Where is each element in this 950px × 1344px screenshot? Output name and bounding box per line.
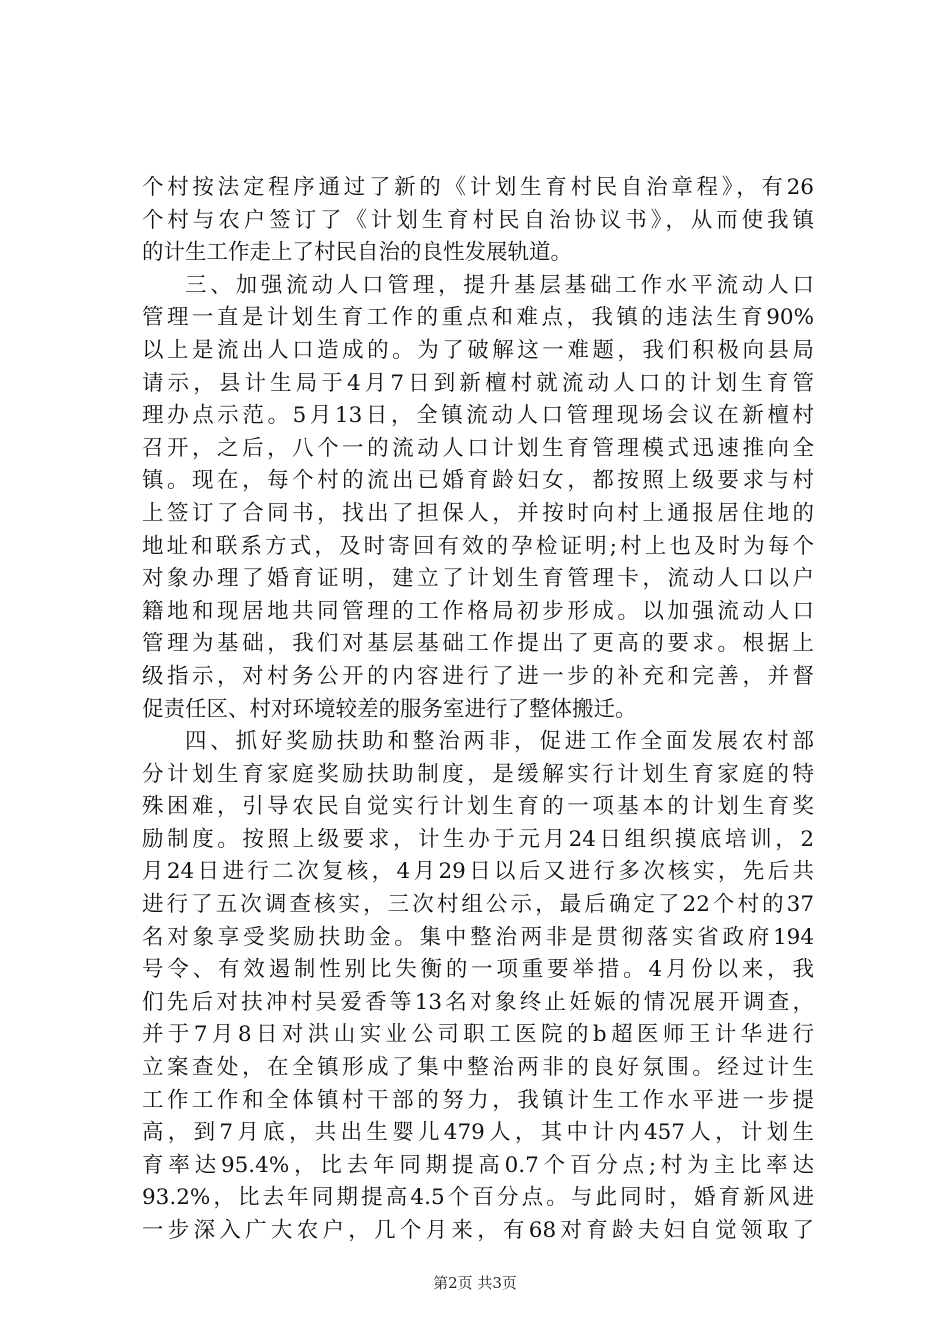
- text-line: 一步深入广大农户，几个月来，有68对育龄夫妇自觉领取了: [142, 1218, 814, 1243]
- text-line: 对象办理了婚育证明，建立了计划生育管理卡，流动人口以户: [142, 566, 814, 592]
- text-line: 殊困难，引导农民自觉实行计划生育的一项基本的计划生育奖: [142, 794, 814, 820]
- text-line: 号令、有效遏制性别比失衡的一项重要举措。4月份以来，我: [142, 957, 814, 983]
- text-line: 个村按法定程序通过了新的《计划生育村民自治章程》，有26: [142, 175, 814, 200]
- text-line: 高，到7月底，共出生婴儿479人，其中计内457人，计划生: [142, 1120, 814, 1146]
- text-line: 理办点示范。5月13日，全镇流动人口管理现场会议在新檀村: [142, 403, 814, 429]
- text-line: 管理为基础，我们对基层基础工作提出了更高的要求。根据上: [142, 631, 814, 657]
- text-line: 镇。现在，每个村的流出已婚育龄妇女，都按照上级要求与村: [142, 468, 814, 494]
- text-line: 召开，之后，八个一的流动人口计划生育管理模式迅速推向全: [142, 435, 814, 461]
- text-line: 级指示，对村务公开的内容进行了进一步的补充和完善，并督: [142, 663, 814, 689]
- text-line: 93.2%，比去年同期提高4.5个百分点。与此同时，婚育新风进: [142, 1185, 814, 1211]
- text-line: 地址和联系方式，及时寄回有效的孕检证明;村上也及时为每个: [142, 533, 814, 559]
- text-line: 以上是流出人口造成的。为了破解这一难题，我们积极向县局: [142, 337, 814, 363]
- text-line: 工作工作和全体镇村干部的努力，我镇计生工作水平进一步提: [142, 1087, 814, 1113]
- body-text: [142, 172, 814, 1248]
- text-line: 上签订了合同书，找出了担保人，并按时向村上通报居住地的: [142, 500, 814, 526]
- text-line: 个村与农户签订了《计划生育村民自治协议书》，从而使我镇: [142, 207, 814, 233]
- text-line: 促责任区、村对环境较差的服务室进行了整体搬迁。: [142, 696, 637, 722]
- text-line: 名对象享受奖励扶助金。集中整治两非是贯彻落实省政府194: [142, 924, 814, 950]
- text-line: 管理一直是计划生育工作的重点和难点，我镇的违法生育90%: [142, 305, 814, 331]
- section-heading-line: 四、抓好奖励扶助和整治两非，促进工作全面发展农村部: [185, 729, 814, 755]
- text-line: 月24日进行二次复核，4月29日以后又进行多次核实，先后共: [142, 859, 814, 885]
- text-line: 分计划生育家庭奖励扶助制度，是缓解实行计划生育家庭的特: [142, 761, 814, 787]
- text-line: 并于7月8日对洪山实业公司职工医院的b超医师王计华进行: [142, 1022, 814, 1048]
- text-line: 请示，县计生局于4月7日到新檀村就流动人口的计划生育管: [142, 370, 814, 396]
- text-line: 的计生工作走上了村民自治的良性发展轨道。: [142, 240, 573, 266]
- text-line: 进行了五次调查核实，三次村组公示，最后确定了22个村的37: [142, 892, 814, 918]
- text-line: 育率达95.4%，比去年同期提高0.7个百分点;村为主比率达: [142, 1152, 814, 1178]
- text-line: 们先后对扶冲村吴爱香等13名对象终止妊娠的情况展开调查，: [142, 989, 814, 1015]
- text-line: 励制度。按照上级要求，计生办于元月24日组织摸底培训，2: [142, 826, 814, 852]
- section-heading-line: 三、加强流动人口管理，提升基层基础工作水平流动人口: [185, 272, 814, 298]
- page-number: 第2页 共3页: [433, 1274, 517, 1292]
- page-footer: [0, 1273, 950, 1293]
- text-line: 立案查处，在全镇形成了集中整治两非的良好氛围。经过计生: [142, 1055, 814, 1081]
- text-line: 籍地和现居地共同管理的工作格局初步形成。以加强流动人口: [142, 598, 814, 624]
